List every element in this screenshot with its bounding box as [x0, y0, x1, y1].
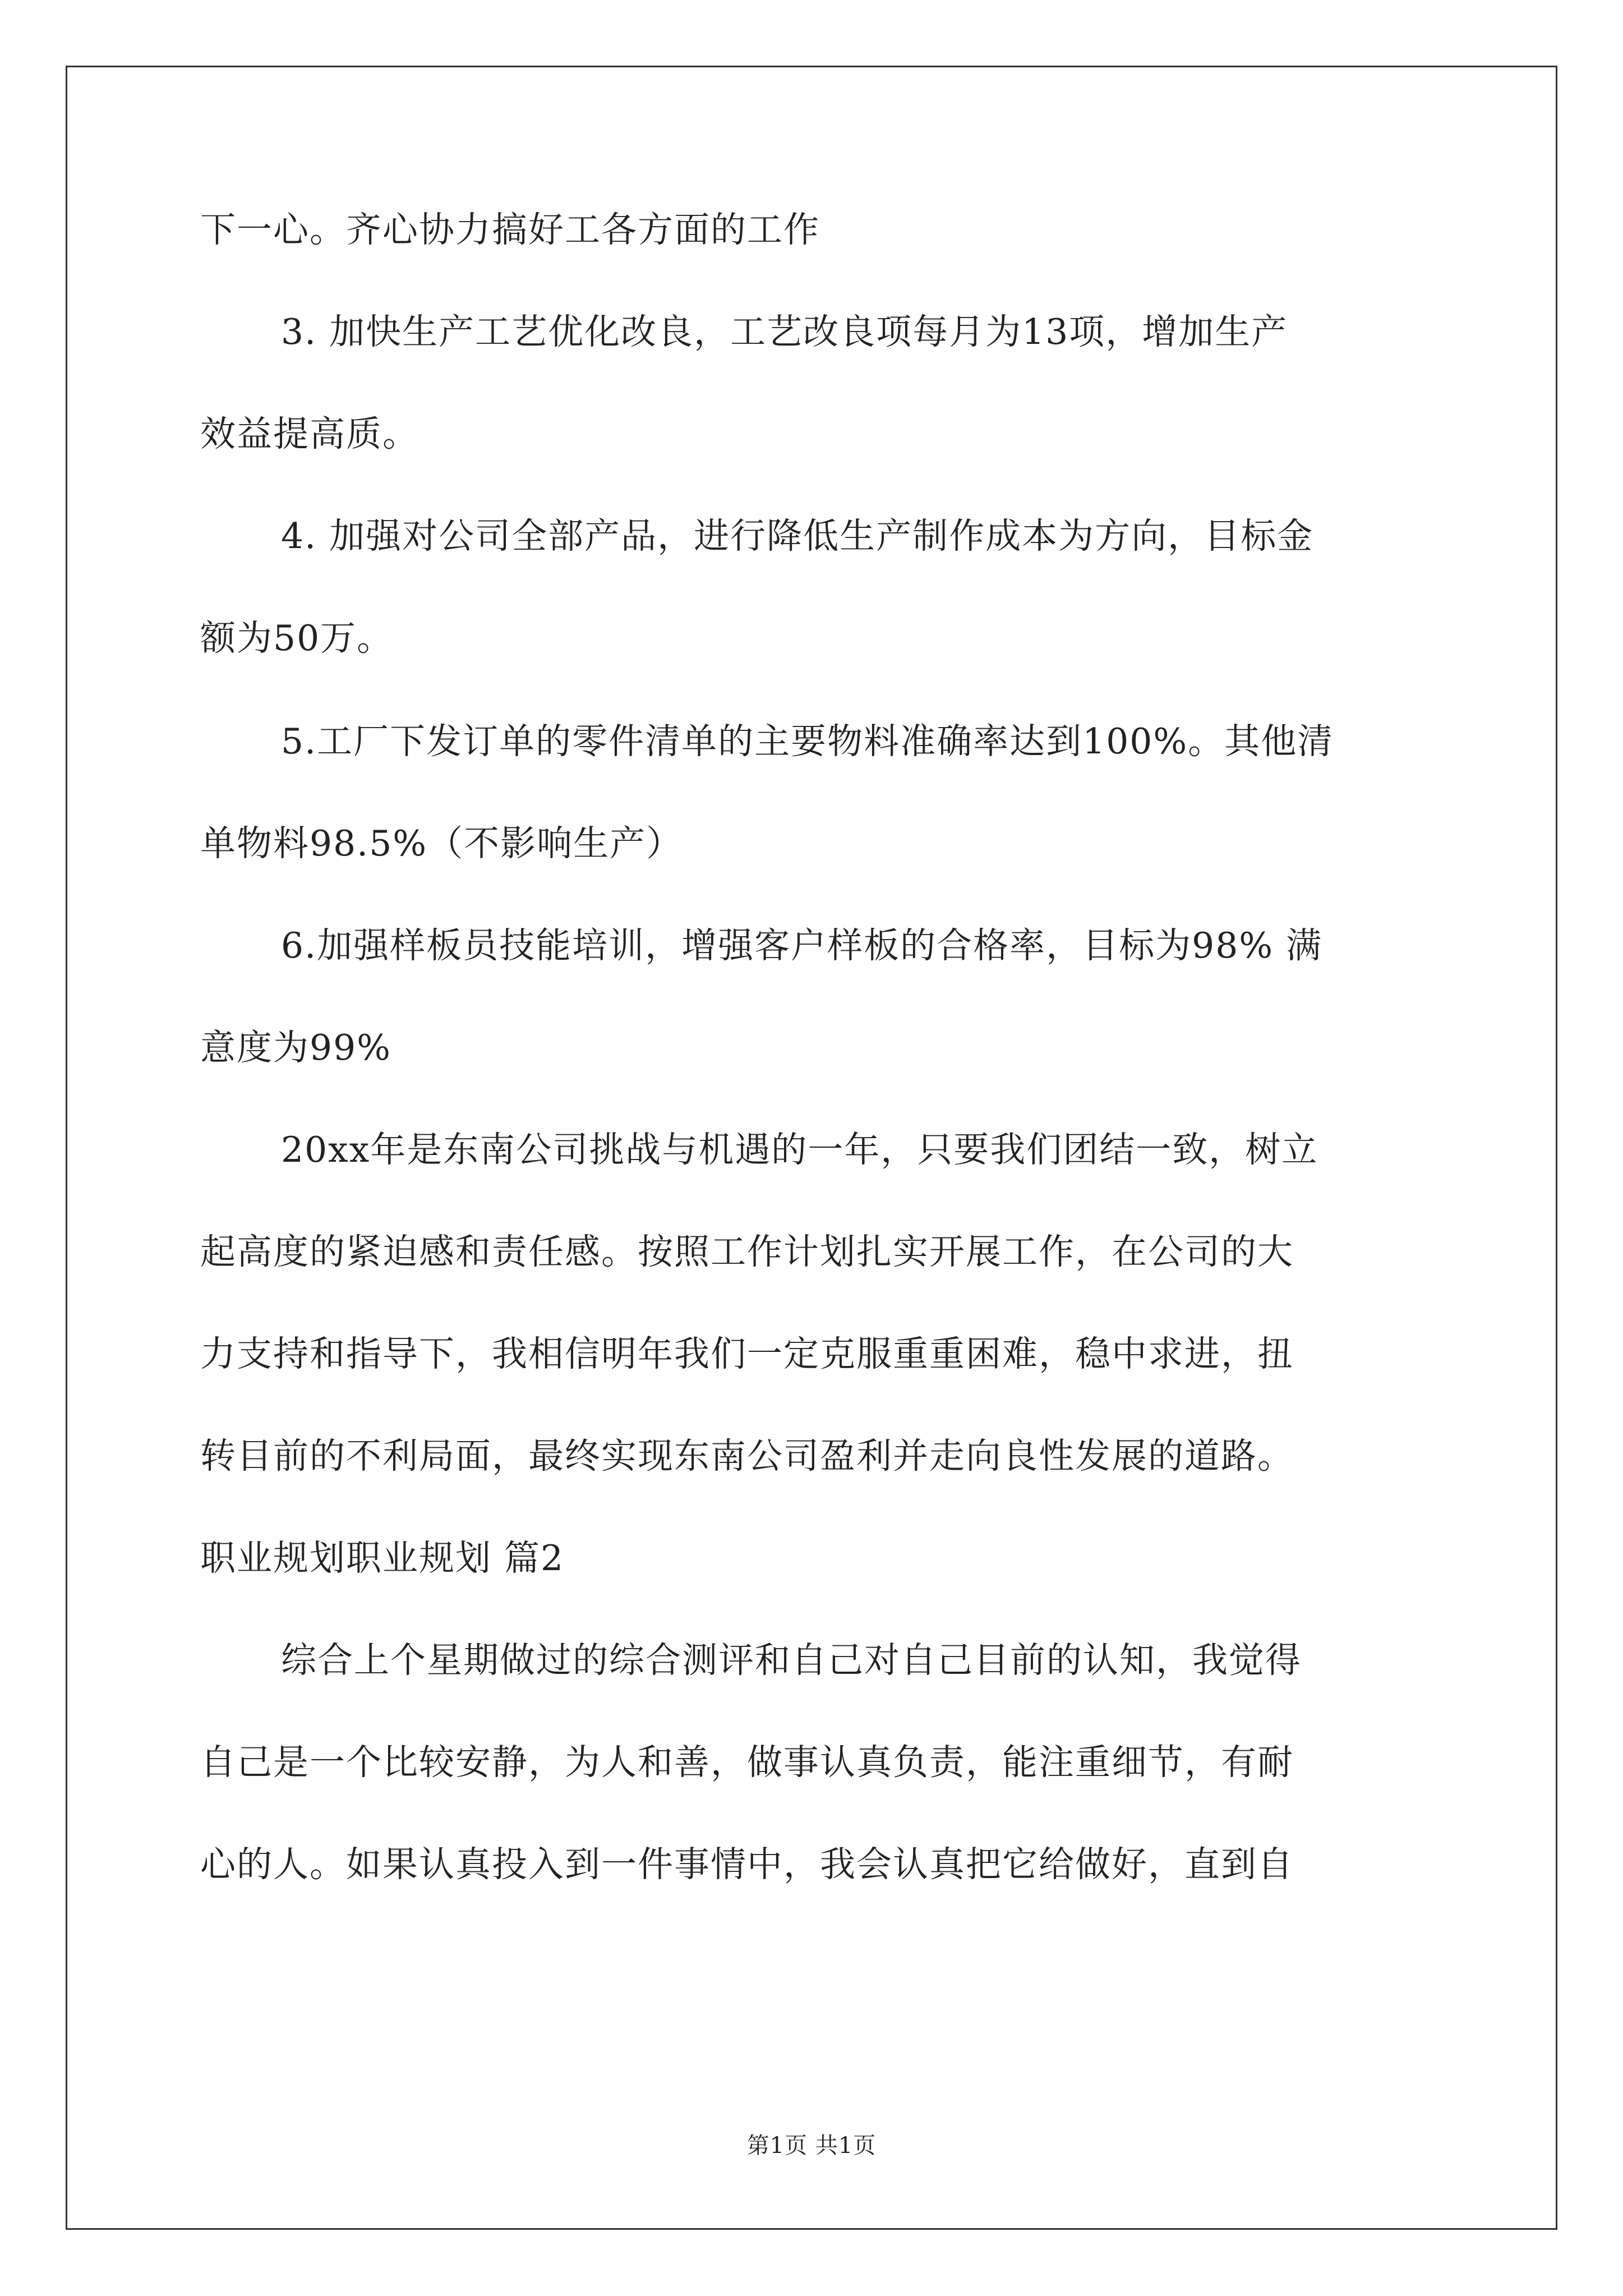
page-footer: 第1页 共1页	[746, 2133, 877, 2159]
text-line: 单物料98.5%（不影响生产）	[200, 823, 683, 864]
section-heading: 职业规划职业规划 篇2	[200, 1538, 565, 1579]
text-line: 综合上个星期做过的综合测评和自己对自己目前的认知，我觉得	[281, 1640, 1302, 1681]
text-line: 转目前的不利局面，最终实现东南公司盈利并走向良性发展的道路。	[200, 1435, 1294, 1476]
text-line: 自己是一个比较安静，为人和善，做事认真负责，能注重细节，有耐	[200, 1742, 1294, 1783]
text-line: 心的人。如果认真投入到一件事情中，我会认真把它给做好，直到自	[200, 1844, 1294, 1885]
text-line: 3. 加快生产工艺优化改良，工艺改良项每月为13项，增加生产	[281, 311, 1288, 352]
text-line: 5.工厂下发订单的零件清单的主要物料准确率达到100%。其他清	[281, 721, 1334, 762]
text-line: 4. 加强对公司全部产品，进行降低生产制作成本为方向，目标金	[281, 516, 1314, 556]
text-line: 额为50万。	[200, 618, 394, 659]
text-line: 下一心。齐心协力搞好工各方面的工作	[200, 209, 820, 250]
text-line: 意度为99%	[200, 1027, 392, 1068]
text-line: 6.加强样板员技能培训，增强客户样板的合格率，目标为98% 满	[281, 925, 1323, 966]
text-line: 效益提高质。	[200, 413, 419, 454]
text-line: 20xx年是东南公司挑战与机遇的一年，只要我们团结一致，树立	[281, 1129, 1318, 1170]
text-line: 力支持和指导下，我相信明年我们一定克服重重困难，稳中求进，扭	[200, 1333, 1294, 1374]
text-line: 起高度的紧迫感和责任感。按照工作计划扎实开展工作，在公司的大	[200, 1231, 1294, 1272]
